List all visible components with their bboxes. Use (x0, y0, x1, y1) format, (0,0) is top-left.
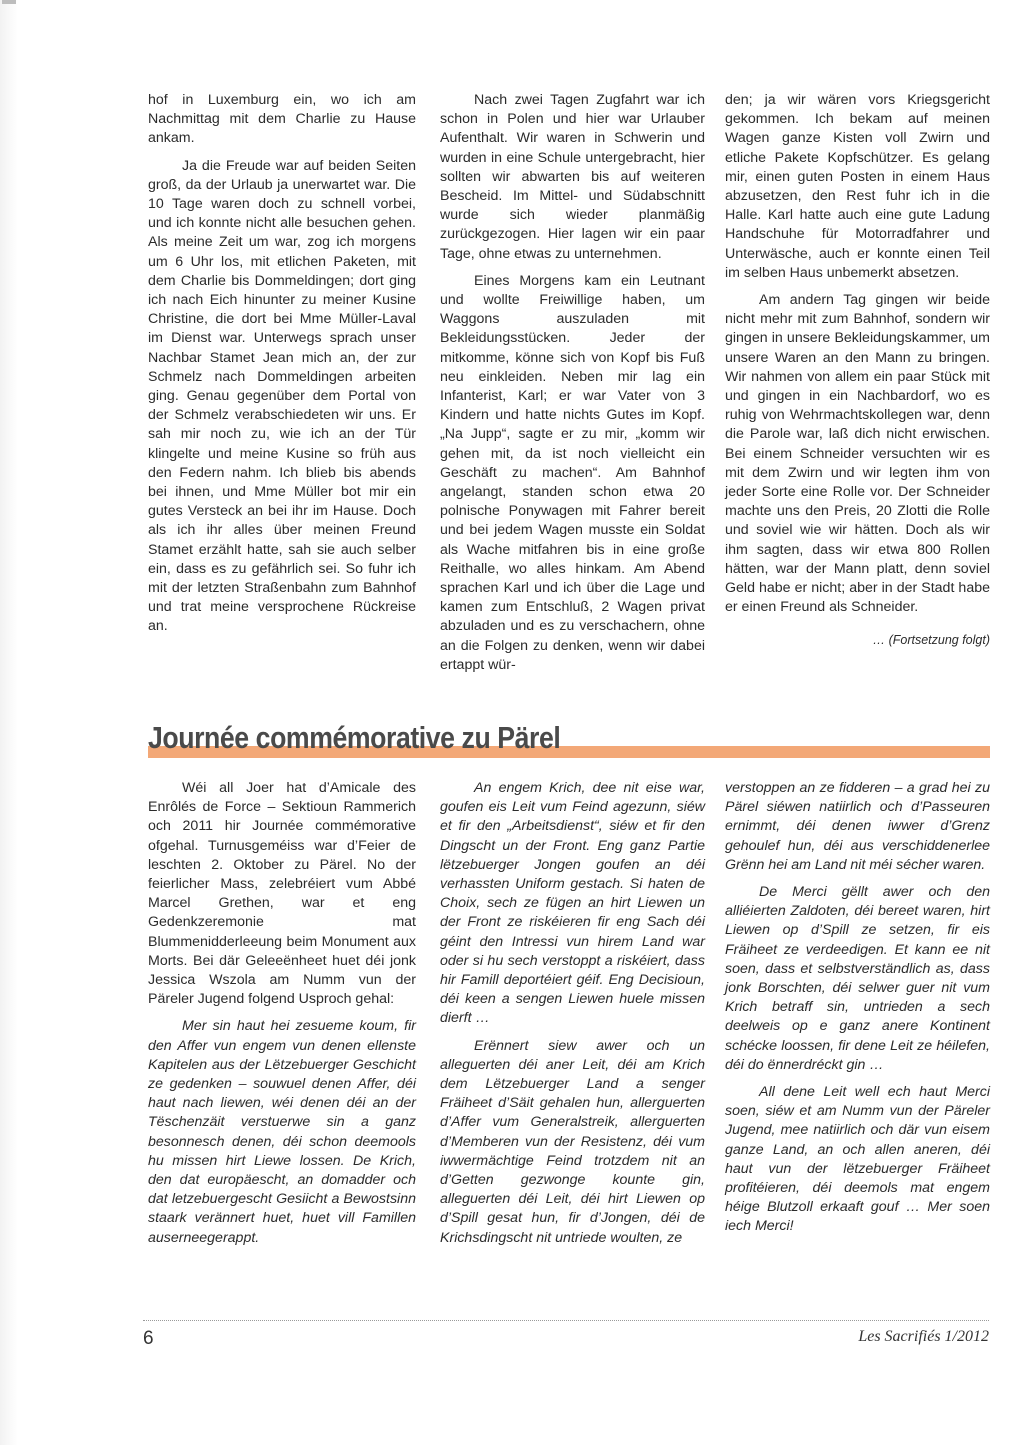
paragraph: Am andern Tag gingen wir beide nicht mehr mit zum Bahnhof, sondern wir gingen in unsere Bekleidungskammer, um unsere Waren an den Mann zu bringen. Wir nahmen von allem ein paar Stück mit und gingen in ein Nachbardorf, wo es ruhig von Wehrmachtskollegen war, denn die Parole war, laß dich nicht erwischen. Bei einem Schneider versuchten wir es mit dem Zwirn und wir legten ihm von jeder Sorte eine Rolle vor. Der Schneider machte uns den Preis, 20 Zlotti die Rolle und soviel wie wir hätten. Doch als wir ihm sagten, dass wir etwa 800 Rollen hätten, war der Mann platt, denn soviel Geld habe er nicht; aber in der Stadt habe er einen Freund als Schneider. (725, 292, 990, 616)
top-article-column-3 (725, 91, 990, 651)
bottom-article-column-2 (440, 779, 705, 1256)
paragraph: hof in Luxemburg ein, wo ich am Nachmittag mit dem Charlie zu Hause ankam. (148, 92, 416, 147)
paragraph: Nach zwei Tagen Zugfahrt war ich schon in Polen und hier war Urlauber Aufenthalt. Wir waren in Schwerin und wurden in eine Schule untergebracht, hier sollten wir abwarten bis auf weiteren Bescheid. Im Mittel- und Südabschnitt wurde sich wieder planmäßig zurückgezogen. Hier lagen wir ein paar Tage, ohne etwas zu unternehmen. (440, 92, 705, 262)
paragraph: Wéi all Joer hat d’Amicale des Enrôlés de Force – Sektioun Rammerich och 2011 hir Journée commémorative ofgehal. Turnusgeméiss war d’Feier de leschten 2. Oktober zu Pärel. No der feierlicher Mass, zelebréiert vum Abbé Marcel Grethen, war et eng Gedenkzeremonie mat Blummenidderleeung beim Monument aux Morts. Bei där Geleeënheet huet déi jonk Jessica Wszola am Numm vun der Päreler Jugend folgend Usproch gehal: (148, 780, 416, 1008)
speech-paragraph: Mer sin haut hei zesueme koum, fir den Affer vun engem vun denen ellenste Kapitelen aus der Lëtzebuerger Geschicht ze gedenken – souwuel denen Affer, déi haut nach liewen, wéi denen déi an der Tëschenzäit verstuerwe sin a ganz besonnesch denen, déi schon deemools hu missen hirt Liewe lossen. De Krich, den dat europäescht, an domadder och dat letzebuergescht Gesiicht a Bewostsinn staark verännert huet, huet vill Famillen auserneegerappt. (148, 1018, 416, 1246)
speech-paragraph: De Merci gëllt awer och den alliéierten Zaldoten, déi bereet waren, hirt Liewen op d’Spill ze setzen, fir eis Fräiheet ze verdeedigen. Et kann ee nit soen, dass et selbstverständlich as, dass jonk Borschten, déi selwer guer nit vum Krich betraff sin, untrieden a sech deelweis op e ganz anere Kontinent schécke loossen, fir dene Leit ze héilefen, déi do ënnerdréckt gin … (725, 884, 990, 1073)
speech-paragraph: An engem Krich, dee nit eise war, goufen eis Leit vum Feind agezunn, siéw et fir den „Arbeitsdienst“, siéw et fir den Dingscht un der Front. Eng ganz Partie lëtzebuerger Jongen goufen an déi verhassten Uniform gestach. Si haten de Choix, sech ze fügen an hirt Liewen un der Front ze riskéieren fir eng Sach déi géint den Intressi vun hirem Land war oder si hu sech verstoppt a riskéiert, dass hir Famill deportéiert géif. Eng Decisioun, déi keen a sengen Liewen huele missen dierft … (440, 780, 705, 1027)
paragraph: Ja die Freude war auf beiden Seiten groß, da der Urlaub ja unerwartet war. Die 10 Tage waren doch zu schnell vorbei, und ich konnte nicht alle besuchen gehen. Als meine Zeit um war, zog ich morgens um 6 Uhr los, mit etlichen Paketen, mit dem Charlie bis Dommeldingen; dort ging ich nach Eich hinunter zu meiner Kusine Christine, die dort bei Mme Müller-Laval im Dienst war. Unterwegs sprach unser Nachbar Stamet Jean mich an, der zur Schmelz nach Dommeldingen arbeiten ging. Genau gegenüber dem Portal von der Schmelz verabschiedeten wir uns. Er sah mir noch zu, wie ich an der Tür klingelte und meine Kusine so früh aus den Federn nahm. Ich blieb bis abends bei ihnen, und Mme Müller bot mir ein gutes Versteck an bei ihr im Hause. Doch als ich ihr alles über meinen Freund Stamet erzählt hatte, sah sie auch selber ein, dass es zu gefährlich sei. So fuhr ich mit der letzten Straßenbahn zum Bahnhof und trat meine versprochene Rückreise an. (148, 157, 416, 635)
speech-paragraph: verstoppen an ze fidderen – a grad hei zu Pärel siéwen natiirlich och d’Passeuren ernimmt, déi denen iwwer d’Grenz gehoulef hun, déi aus verschiddenerlee Grënn hei am Land nit méi sécher waren. (725, 780, 990, 873)
speech-paragraph: All dene Leit well ech haut Merci soen, siéw et am Numm vun der Päreler Jugend, mee natiirlich och där vun eisem ganze Land, an och allen aneren, déi haut vun der lëtzebuerger Fräiheet profitéieren, déi deemols mat engem héige Blutzoll erkaaft gouf … Mer soen iech Merci! (725, 1084, 990, 1235)
speech-paragraph: Erënnert siew awer och un alleguerten déi aner Leit, déi am Krich dem Lëtzebuerger Land a senger Fräiheet d’Säit gehalen hun, allerguerten d’Affer vum Generalstreik, allerguerten d’Memberen vun der Resistenz, déi vum iwwermächtige Feind trotzdem nit an d’Getten gezwonge kounte gin, alleguerten déi Leit, déi hirt Liewen op d’Spill gesat hun, fir d’Jongen, déi de Krichsdingscht nit untriede woulten, ze (440, 1037, 705, 1246)
scan-edge (0, 0, 18, 1445)
paragraph: Eines Morgens kam ein Leutnant und wollte Freiwillige haben, um Waggons auszuladen mit Bekleidungsstücken. Jeder der mitkomme, könne sich von Kopf bis Fuß neu einkleiden. Neben mir lag ein Infanterist, Karl; er war Vater von 3 Kindern und hatte nichts Gutes im Kopf. „Na Jupp“, sagte er zu mir, „komm wir gehen mit, da ist noch vielleicht ein Geschäft zu machen“. Am Bahnhof angelangt, standen schon etwa 20 polnische Ponywagen mit Fahrer bereit und bei jedem Wagen musste ein Soldat als Wache mitfahren bis in eine große Reithalle, wo alles hinkam. Am Abend sprachen Karl und ich über die Lage und kamen zum Entschluß, 2 Wagen privat abzuladen und es zu verschachern, ohne an die Folgen zu denken, wenn wir dabei ertappt wür- (440, 272, 705, 673)
paragraph: den; ja wir wären vors Kriegsgericht gekommen. Ich bekam auf meinen Wagen ganze Kisten voll Zwirn und etliche Pakete Kopfschützer. Es gelang mir, einen guten Posten in einem Haus abzusetzen, den Rest fuhr ich in die Halle. Karl hatte auch eine gute Ladung Handschuhe für Motorradfahrer und Unterwäsche, auch er konnte einen Teil im selben Haus unbemerkt absetzen. (725, 92, 990, 281)
top-article-column-2 (440, 91, 705, 683)
continuation-note: … (Fortsetzung folgt) (872, 633, 990, 648)
scan-mark (2, 0, 16, 4)
footer-divider (143, 1320, 989, 1321)
headline-block (148, 720, 990, 768)
page-number: 6 (143, 1328, 154, 1349)
headline: Journée commémorative zu Pärel (148, 720, 561, 755)
bottom-article-column-1 (148, 779, 416, 1256)
bottom-article-column-3 (725, 779, 990, 1245)
top-article-column-1 (148, 91, 416, 645)
publication-title: Les Sacrifiés 1/2012 (858, 1328, 989, 1345)
